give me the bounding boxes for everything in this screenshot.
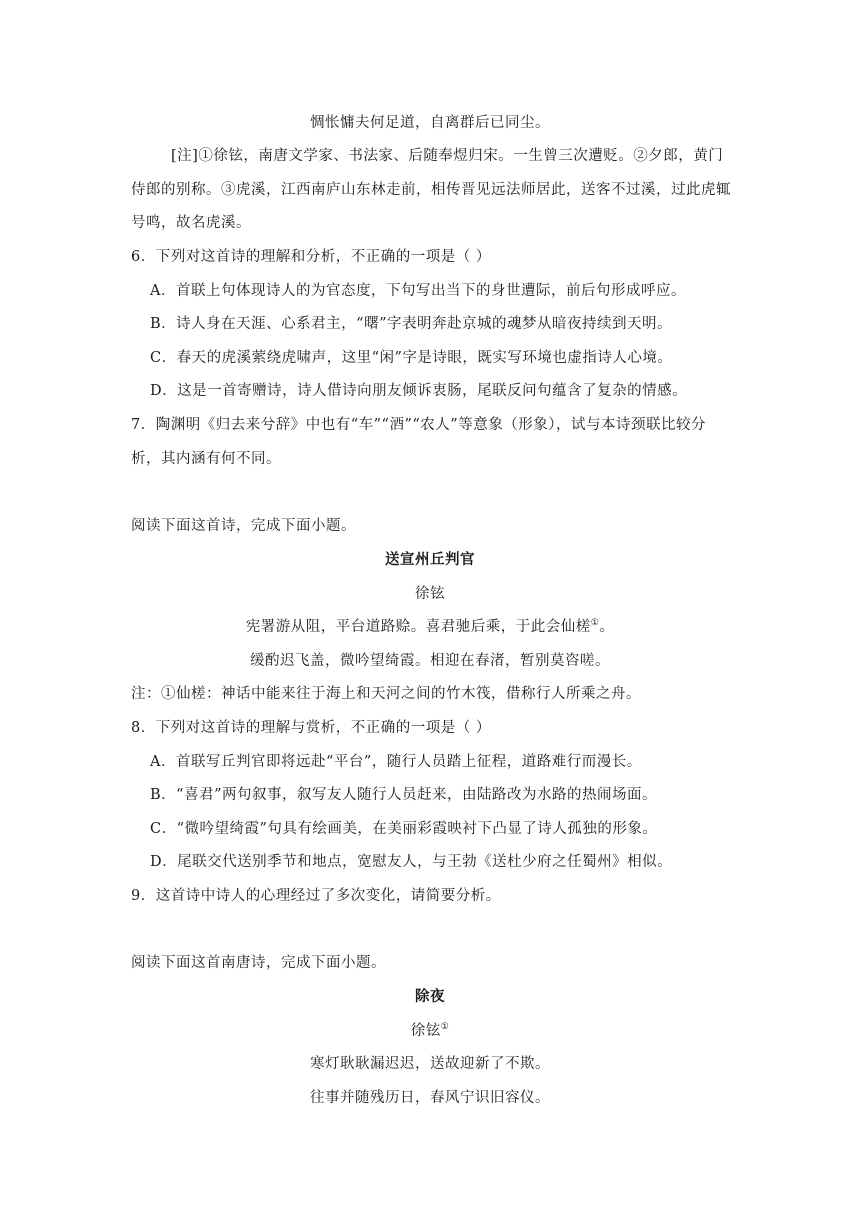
poem-last-line: 惆怅慵夫何足道，自离群后已同尘。 — [310, 115, 550, 131]
poem-2-line-1 — [0, 617, 860, 637]
poem-3-title: 除夜 — [415, 988, 445, 1005]
question-8-option-b: B．“喜君”两句叙事，叙写友人随行人员赶来，由陆路改为水路的热闹场面。 — [150, 787, 657, 803]
poem-3-line-1: 寒灯耿耿漏迟迟，送故迎新了不欺。 — [310, 1056, 550, 1072]
question-7-line-1: 7．陶渊明《归去来兮辞》中也有“车”“酒”“农人”等意象（形象），试与本诗颈联比较分 — [131, 417, 706, 433]
question-6-stem: 6．下列对这首诗的理解和分析，不正确的一项是（ ） — [131, 249, 491, 265]
section-2-intro: 阅读下面这首诗，完成下面小题。 — [131, 518, 356, 534]
question-6-option-a: A．首联上句体现诗人的为官态度，下句写出当下的身世遭际，前后句形成呼应。 — [150, 283, 686, 299]
poem-2-author: 徐铉 — [415, 586, 445, 602]
footnote-mark: ① — [590, 618, 600, 629]
poem-2-note: 注：①仙槎：神话中能来往于海上和天河之间的竹木筏，借称行人所乘之舟。 — [131, 686, 641, 702]
question-6-option-c: C．春天的虎溪萦绕虎啸声，这里“闲”字是诗眼，既实写环境也虚指诗人心境。 — [150, 350, 673, 366]
question-6-option-b: B．诗人身在天涯、心系君主，“曙”字表明奔赴京城的魂梦从暗夜持续到天明。 — [150, 316, 672, 332]
footnote-mark: ① — [440, 1022, 450, 1033]
question-8-option-d: D．尾联交代送别季节和地点，宽慰友人，与王勃《送杜少府之任蜀州》相似。 — [150, 854, 673, 870]
note-line-2: 侍郎的别称。③虎溪，江西南庐山东林走前，相传晋见远法师居此，送客不过溪，过此虎辄 — [131, 182, 731, 198]
poem-2-line-2: 缓酌迟飞盖，微吟望绮霞。相迎在春渚，暂别莫咨嗟。 — [250, 653, 610, 669]
question-8-option-a: A．首联写丘判官即将远赴“平台”，随行人员踏上征程，道路难行而漫长。 — [150, 754, 642, 770]
poem-2-line-1-end: 。 — [599, 619, 615, 635]
poem-3-line-2: 往事并随残历日，春风宁识旧容仪。 — [310, 1090, 550, 1106]
note-line-1: [注]①徐铉，南唐文学家、书法家、后随奉煜归宋。一生曾三次遭贬。②夕郎，黄门 — [171, 148, 724, 164]
poem-3-author-name: 徐铉 — [410, 1023, 441, 1039]
poem-3-author — [0, 1021, 860, 1041]
question-7-line-2: 析，其内涵有何不同。 — [131, 451, 281, 467]
question-8-option-c: C．“微吟望绮霞”句具有绘画美，在美丽彩霞映衬下凸显了诗人孤独的形象。 — [150, 821, 658, 837]
question-6-option-d: D．这是一首寄赠诗，诗人借诗向朋友倾诉衷肠，尾联反问句蕴含了复杂的情感。 — [150, 383, 688, 399]
question-9: 9．这首诗中诗人的心理经过了多次变化，请简要分析。 — [131, 888, 501, 904]
poem-2-line-1-text: 宪署游从阻，平台道路赊。喜君驰后乘，于此会仙槎 — [245, 619, 591, 635]
section-3-intro: 阅读下面这首南唐诗，完成下面小题。 — [131, 955, 386, 971]
poem-2-title: 送宣州丘判官 — [385, 551, 475, 568]
question-8-stem: 8．下列对这首诗的理解与赏析，不正确的一项是（ ） — [131, 720, 491, 736]
note-line-3: 号鸣，故名虎溪。 — [131, 215, 251, 231]
